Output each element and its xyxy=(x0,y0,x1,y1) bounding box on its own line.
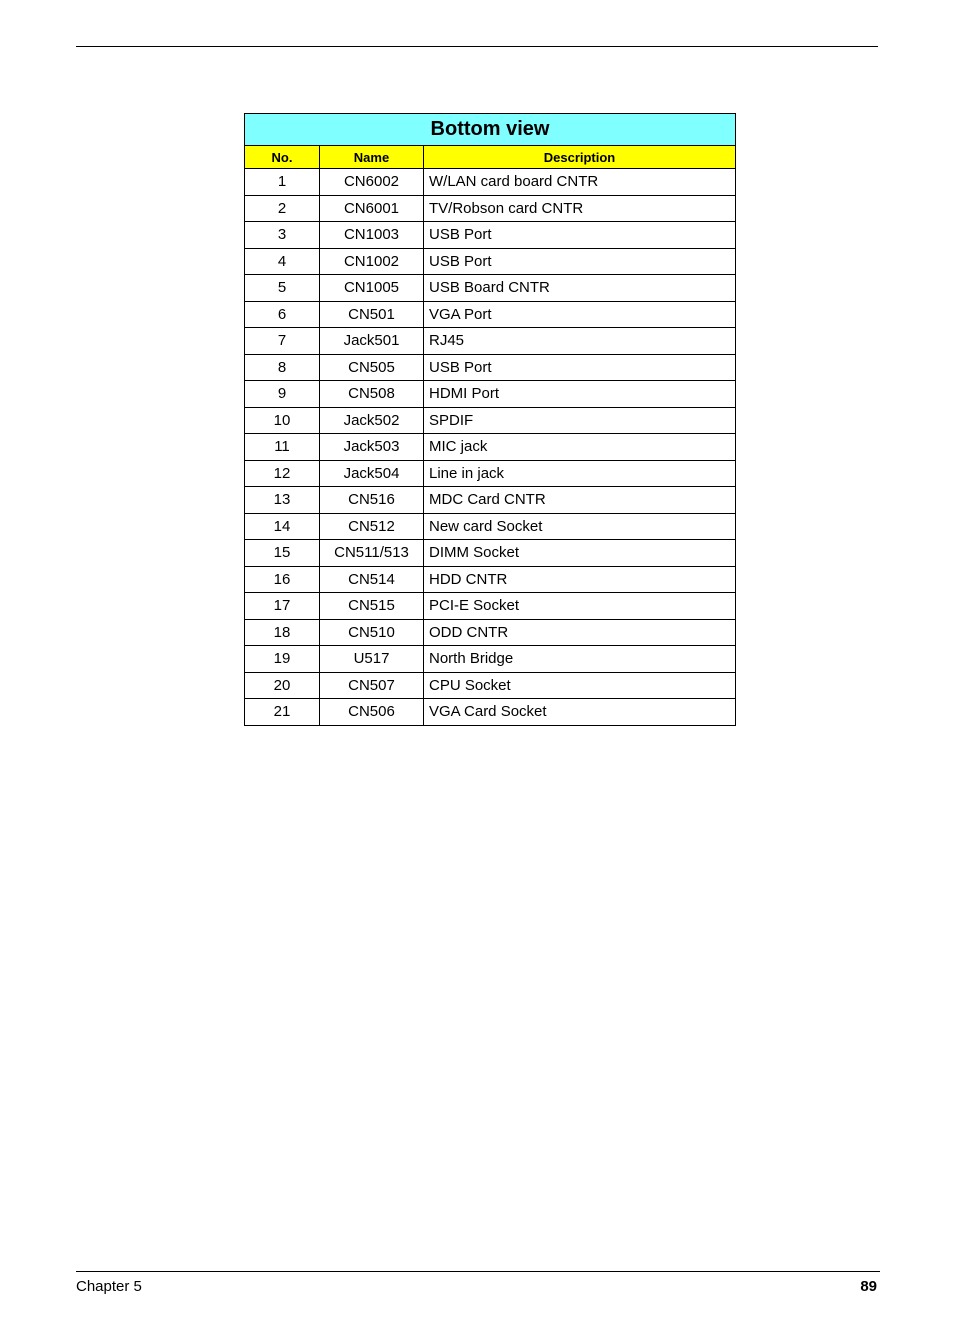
table-row xyxy=(245,275,736,302)
cell-name: CN516 xyxy=(320,487,424,514)
cell-no: 17 xyxy=(245,593,320,620)
cell-no: 15 xyxy=(245,540,320,567)
cell-description: DIMM Socket xyxy=(424,540,736,567)
table-row xyxy=(245,407,736,434)
table-row xyxy=(245,540,736,567)
cell-name: CN510 xyxy=(320,619,424,646)
table-row xyxy=(245,354,736,381)
column-header-no: No. xyxy=(245,146,320,169)
cell-name: CN1002 xyxy=(320,248,424,275)
cell-name: CN515 xyxy=(320,593,424,620)
cell-no: 20 xyxy=(245,672,320,699)
cell-description: W/LAN card board CNTR xyxy=(424,169,736,196)
cell-no: 3 xyxy=(245,222,320,249)
cell-description: VGA Port xyxy=(424,301,736,328)
cell-name: CN511/513 xyxy=(320,540,424,567)
table-row xyxy=(245,169,736,196)
cell-description: PCI-E Socket xyxy=(424,593,736,620)
cell-no: 7 xyxy=(245,328,320,355)
table-row xyxy=(245,672,736,699)
cell-no: 5 xyxy=(245,275,320,302)
cell-no: 12 xyxy=(245,460,320,487)
cell-no: 9 xyxy=(245,381,320,408)
cell-name: CN1005 xyxy=(320,275,424,302)
cell-description: New card Socket xyxy=(424,513,736,540)
cell-name: CN1003 xyxy=(320,222,424,249)
cell-no: 2 xyxy=(245,195,320,222)
footer-chapter: Chapter 5 xyxy=(76,1278,142,1295)
cell-name: CN514 xyxy=(320,566,424,593)
table-row xyxy=(245,699,736,726)
cell-description: Line in jack xyxy=(424,460,736,487)
cell-description: VGA Card Socket xyxy=(424,699,736,726)
bottom-view-table xyxy=(244,113,736,726)
cell-no: 16 xyxy=(245,566,320,593)
table-row xyxy=(245,566,736,593)
cell-name: CN507 xyxy=(320,672,424,699)
cell-no: 19 xyxy=(245,646,320,673)
cell-no: 21 xyxy=(245,699,320,726)
table-header-row xyxy=(245,146,736,169)
cell-no: 6 xyxy=(245,301,320,328)
table-row xyxy=(245,513,736,540)
table-row xyxy=(245,593,736,620)
column-header-description: Description xyxy=(424,146,736,169)
cell-description: North Bridge xyxy=(424,646,736,673)
cell-no: 1 xyxy=(245,169,320,196)
cell-description: HDMI Port xyxy=(424,381,736,408)
cell-description: RJ45 xyxy=(424,328,736,355)
table-row xyxy=(245,222,736,249)
cell-name: CN505 xyxy=(320,354,424,381)
cell-no: 10 xyxy=(245,407,320,434)
table-row xyxy=(245,195,736,222)
footer-rule xyxy=(76,1271,880,1272)
cell-description: SPDIF xyxy=(424,407,736,434)
table-row xyxy=(245,248,736,275)
cell-no: 18 xyxy=(245,619,320,646)
cell-no: 8 xyxy=(245,354,320,381)
cell-description: ODD CNTR xyxy=(424,619,736,646)
table-row xyxy=(245,381,736,408)
cell-name: Jack502 xyxy=(320,407,424,434)
cell-name: Jack504 xyxy=(320,460,424,487)
table-body xyxy=(245,169,736,726)
cell-name: CN506 xyxy=(320,699,424,726)
cell-description: USB Board CNTR xyxy=(424,275,736,302)
cell-description: CPU Socket xyxy=(424,672,736,699)
cell-name: Jack501 xyxy=(320,328,424,355)
cell-name: CN6002 xyxy=(320,169,424,196)
table-row xyxy=(245,460,736,487)
cell-name: CN501 xyxy=(320,301,424,328)
cell-description: MIC jack xyxy=(424,434,736,461)
cell-name: Jack503 xyxy=(320,434,424,461)
table-row xyxy=(245,434,736,461)
cell-no: 11 xyxy=(245,434,320,461)
table-title-row xyxy=(245,114,736,146)
cell-description: USB Port xyxy=(424,248,736,275)
cell-name: CN6001 xyxy=(320,195,424,222)
cell-description: MDC Card CNTR xyxy=(424,487,736,514)
table-row xyxy=(245,646,736,673)
cell-description: USB Port xyxy=(424,354,736,381)
table-row xyxy=(245,487,736,514)
table-row xyxy=(245,328,736,355)
cell-name: CN512 xyxy=(320,513,424,540)
cell-no: 14 xyxy=(245,513,320,540)
cell-no: 4 xyxy=(245,248,320,275)
header-rule xyxy=(76,46,878,47)
cell-description: TV/Robson card CNTR xyxy=(424,195,736,222)
cell-no: 13 xyxy=(245,487,320,514)
table-title: Bottom view xyxy=(245,114,736,146)
cell-description: USB Port xyxy=(424,222,736,249)
cell-name: CN508 xyxy=(320,381,424,408)
table-row xyxy=(245,619,736,646)
cell-name: U517 xyxy=(320,646,424,673)
table-row xyxy=(245,301,736,328)
column-header-name: Name xyxy=(320,146,424,169)
footer-page-number: 89 xyxy=(860,1278,877,1295)
cell-description: HDD CNTR xyxy=(424,566,736,593)
